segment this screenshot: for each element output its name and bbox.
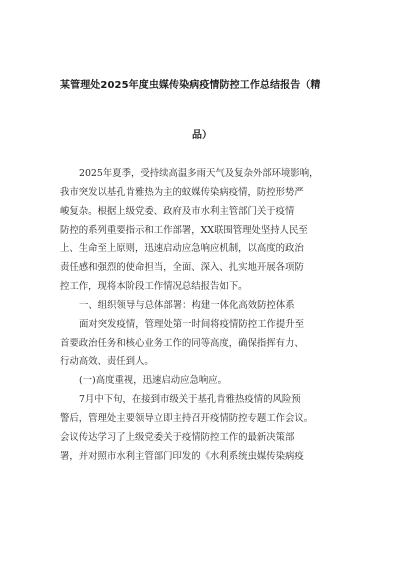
body-line: 控工作，现将本阶段工作情况总结报告如下。 <box>60 281 248 293</box>
document-title-line-1: 某管理处2025年度虫媒传染病疫情防控工作总结报告（精 <box>60 80 321 91</box>
body-line: 面对突发疫情，管理处第一时间将疫情防控工作提升至 <box>79 318 305 330</box>
body-line: 我市突发以基孔肯雅热为主的蚊媒传染病疫情，防控形势严 <box>60 186 304 198</box>
body-line: 行动高效、责任到人。 <box>60 356 154 368</box>
body-line: 峻复杂。根据上级党委、政府及市水利主管部门关于疫情 <box>60 205 295 217</box>
body-line: 一、组织领导与总体部署：构建一体化高效防控体系 <box>79 299 295 311</box>
body-line: 7月中下旬，在接到市级关于基孔肯雅热疫情的风险预 <box>79 394 301 406</box>
document-body <box>60 165 356 467</box>
body-line: (一)高度重视，迅速启动应急响应。 <box>79 375 227 387</box>
body-line: 署，并对照市水利主管部门印发的《水利系统虫媒传染病疫 <box>60 450 304 462</box>
document-title-line-2: 品） <box>192 130 212 141</box>
body-line: 防控的系列重要指示和工作部署，XX联围管理处坚持人民至 <box>60 224 308 236</box>
body-line: 会议传达学习了上级党委关于疫情防控工作的最新决策部 <box>60 431 295 443</box>
body-line: 2025年夏季，受持续高温多雨天气及复杂外部环境影响， <box>79 168 319 179</box>
body-line: 首要政治任务和核心业务工作的同等高度，确保指挥有力、 <box>60 337 304 349</box>
body-line: 警后，管理处主要领导立即主持召开疫情防控专题工作会议。 <box>60 412 314 424</box>
body-line: 责任感和强烈的使命担当，全面、深入、扎实地开展各项防 <box>60 262 304 274</box>
body-line: 上、生命至上原则，迅速启动应急响应机制，以高度的政治 <box>60 243 304 255</box>
